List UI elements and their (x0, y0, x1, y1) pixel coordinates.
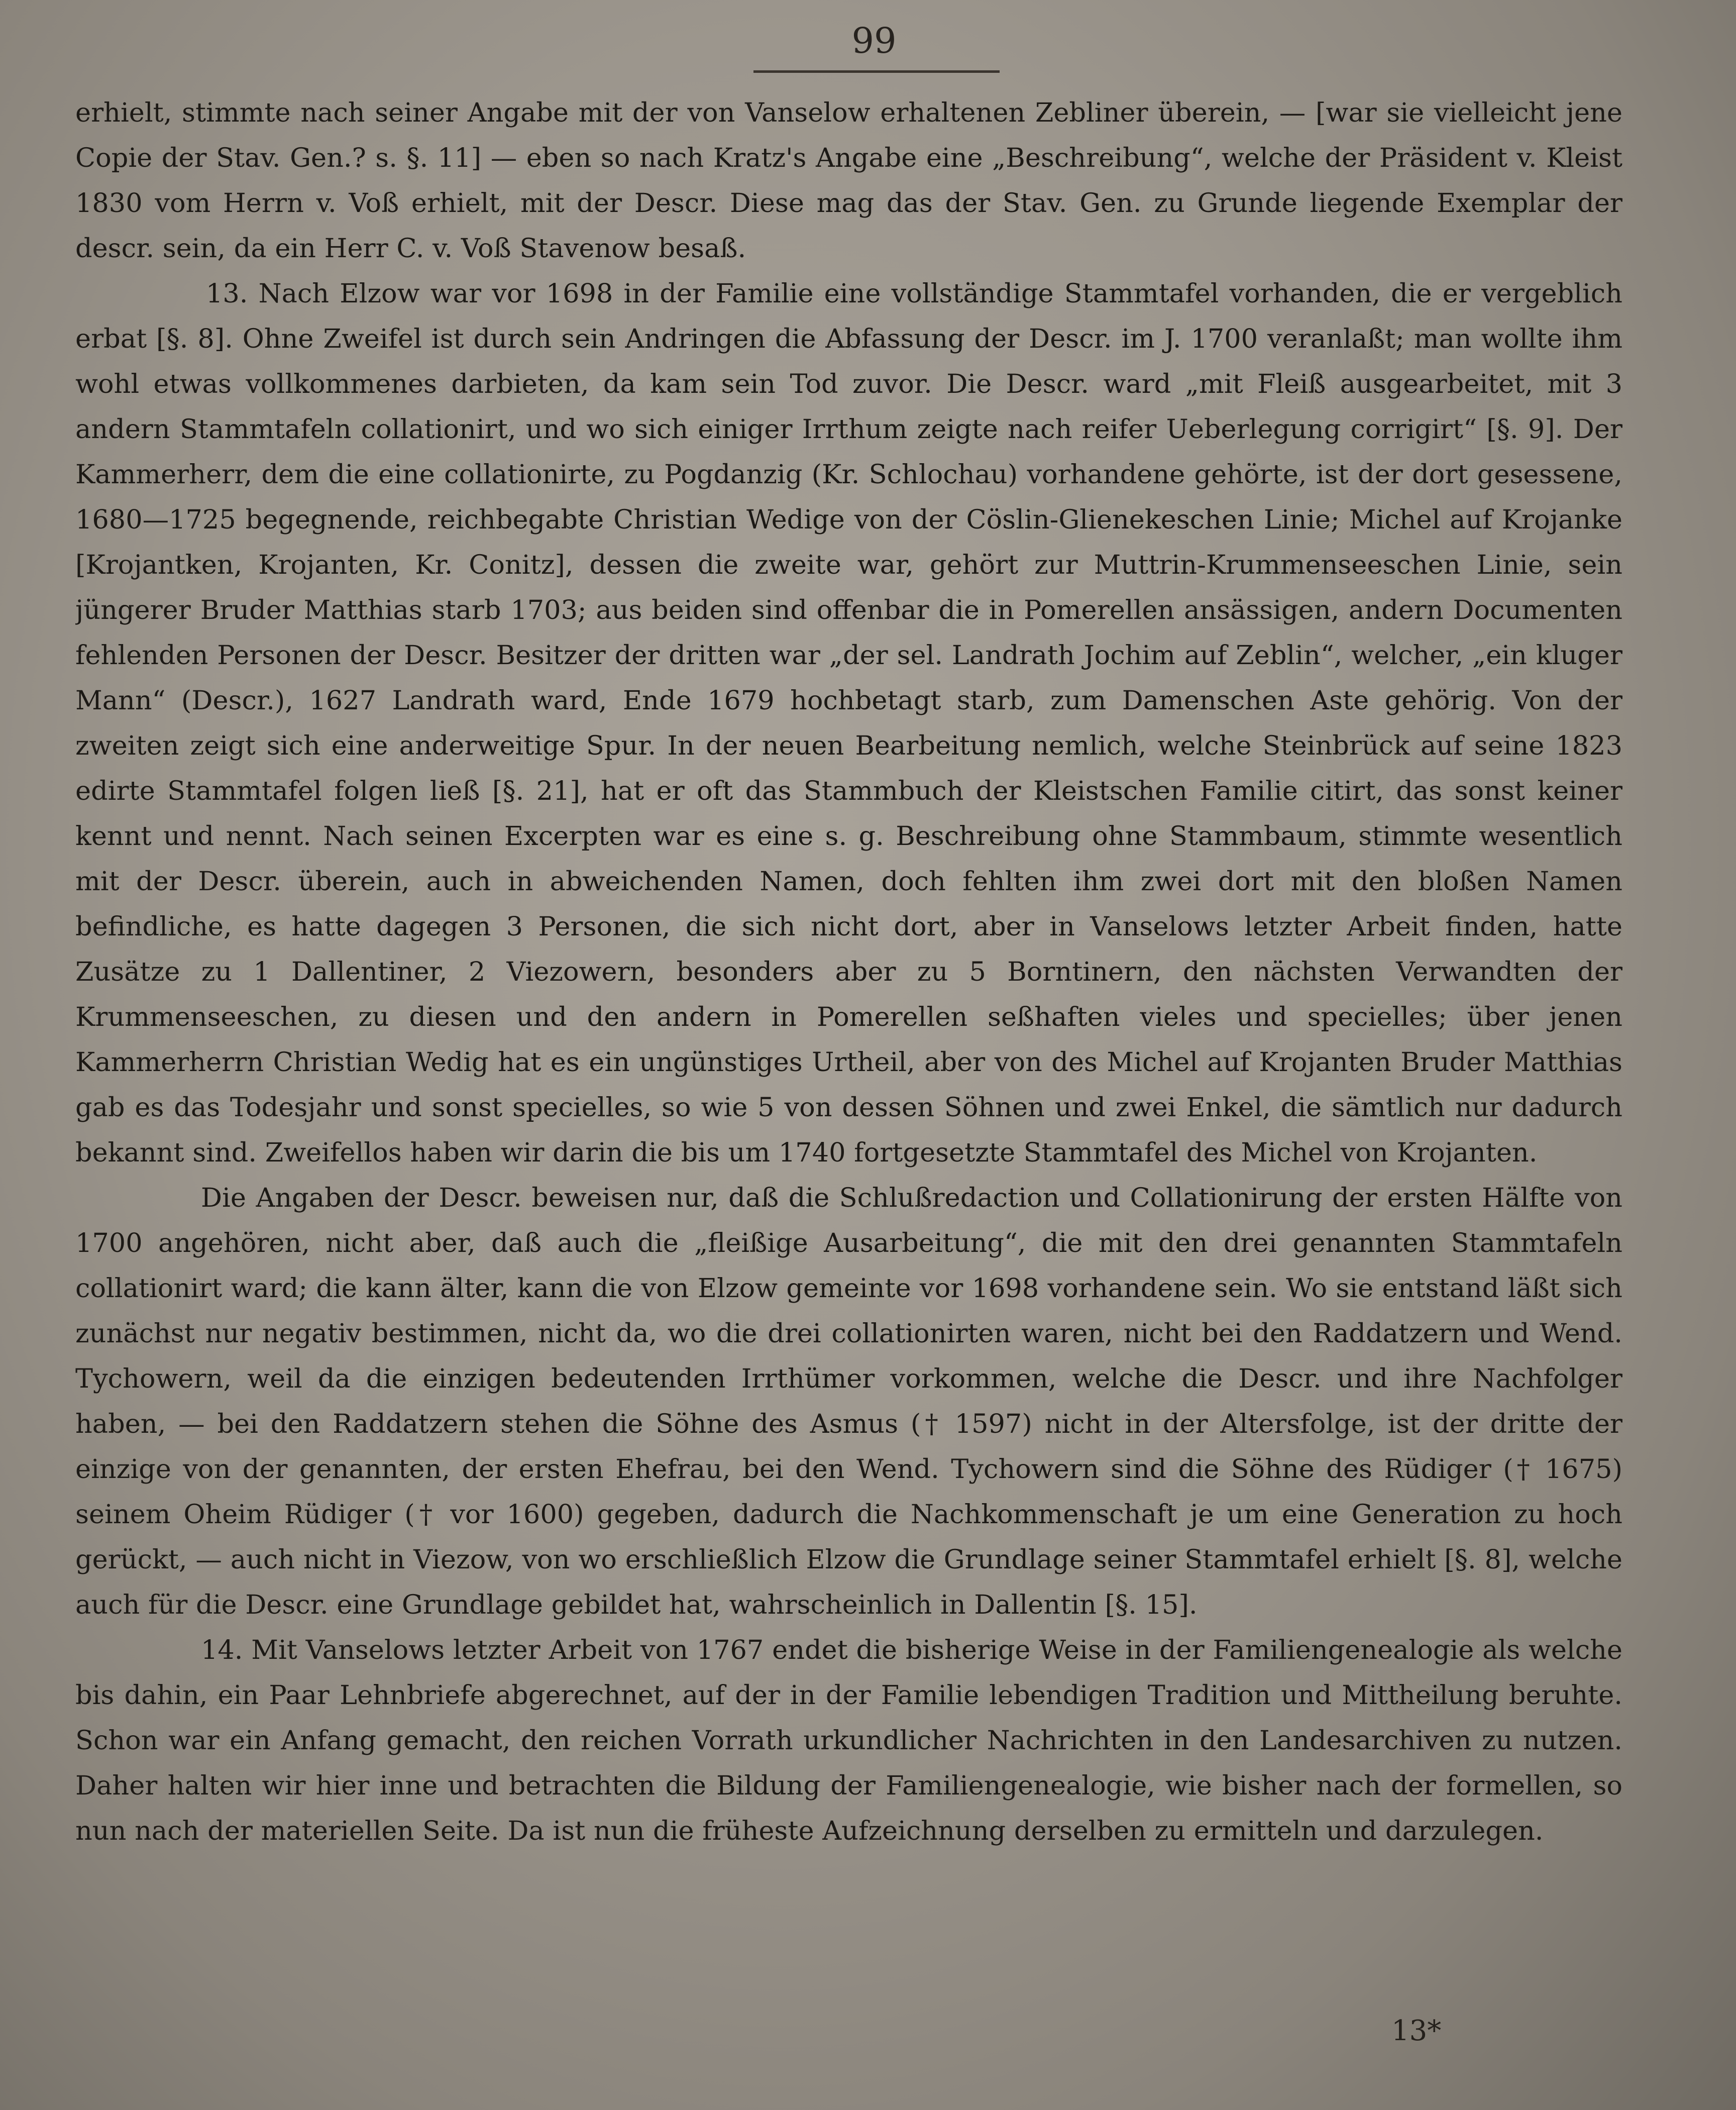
header-rule (753, 70, 1000, 73)
paragraph-descr-analysis: Die Angaben der Descr. beweisen nur, daß die Schlußredaction und Collationirung der ersten Hälfte von 1700 angehören, nicht aber, daß auch die „fleißige Ausarbeitung“, die mit den drei genannten Stammtafeln collationirt ward; die kann älter, kann die von Elzow gemeinte vor 1698 vorhandene sein. Wo sie entstand läßt sich zunächst nur negativ bestimmen, nicht da, wo die drei collationirten waren, nicht bei den Raddatzern und Wend. Tychowern, weil da die einzigen bedeutenden Irrthümer vorkommen, welche die Descr. und ihre Nachfolger haben, — bei den Raddatzern stehen die Söhne des Asmus († 1597) nicht in der Altersfolge, ist der dritte der einzige von der genannten, der ersten Ehefrau, bei den Wend. Tychowern sind die Söhne des Rüdiger († 1675) seinem Oheim Rüdiger († vor 1600) gegeben, dadurch die Nachkommenschaft je um eine Generation zu hoch gerückt, — auch nicht in Viezow, von wo erschließlich Elzow die Grundlage seiner Stammtafel erhielt [§. 8], welche auch für die Descr. eine Grundlage gebildet hat, wahrscheinlich in Dallentin [§. 15]. (75, 1183, 1622, 1620)
paragraph-section-14: 14. Mit Vanselows letzter Arbeit von 1767 endet die bisherige Weise in der Familiengenealogie als welche bis dahin, ein Paar Lehnbriefe abgerechnet, auf der in der Familie lebendigen Tradition und Mittheilung beruhte. Schon war ein Anfang gemacht, den reichen Vorrath urkundlicher Nachrichten in den Landesarchiven zu nutzen. Daher halten wir hier inne und betrachten die Bildung der Familiengenealogie, wie bisher nach der formellen, so nun nach der materiellen Seite. Da ist nun die früheste Aufzeichnung derselben zu ermitteln und darzulegen. (75, 1635, 1622, 1846)
paragraph-continuation: erhielt, stimmte nach seiner Angabe mit der von Vanselow erhaltenen Zebliner überein, — [war sie vielleicht jene Copie der Stav. Gen.? s. §. 11] — eben so nach Kratz's Angabe eine „Beschreibung“, welche der Präsident v. Kleist 1830 vom Herrn v. Voß erhielt, mit der Descr. Diese mag das der Stav. Gen. zu Grunde liegende Exemplar der descr. sein, da ein Herr C. v. Voß Stavenow besaß. (75, 97, 1622, 264)
page-number: 99 (851, 20, 897, 61)
paragraph-section-13: 13. Nach Elzow war vor 1698 in der Familie eine vollständige Stammtafel vorhanden, die er vergeblich erbat [§. 8]. Ohne Zweifel ist durch sein Andringen die Abfassung der Descr. im J. 1700 veranlaßt; man wollte ihm wohl etwas vollkommenes darbieten, da kam sein Tod zuvor. Die Descr. ward „mit Fleiß ausgearbeitet, mit 3 andern Stammtafeln collationirt, und wo sich einiger Irrthum zeigte nach reifer Ueberlegung corrigirt“ [§. 9]. Der Kammerherr, dem die eine collationirte, zu Pogdanzig (Kr. Schlochau) vorhandene gehörte, ist der dort gesessene, 1680—1725 begegnende, reichbegabte Christian Wedige von der Cöslin-Glienekeschen Linie; Michel auf Krojanke [Krojantken, Krojanten, Kr. Conitz], dessen die zweite war, gehört zur Muttrin-Krummenseeschen Linie, sein jüngerer Bruder Matthias starb 1703; aus beiden sind offenbar die in Pomerellen ansässigen, andern Documenten fehlenden Personen der Descr. Besitzer der dritten war „der sel. Landrath Jochim auf Zeblin“, welcher, „ein kluger Mann“ (Descr.), 1627 Landrath ward, Ende 1679 hochbetagt starb, zum Damenschen Aste gehörig. Von der zweiten zeigt sich eine anderweitige Spur. In der neuen Bearbeitung nemlich, welche Steinbrück auf seine 1823 edirte Stammtafel folgen ließ [§. 21], hat er oft das Stammbuch der Kleistschen Familie citirt, das sonst keiner kennt und nennt. Nach seinen Excerpten war es eine s. g. Beschreibung ohne Stammbaum, stimmte wesentlich mit der Descr. überein, auch in abweichenden Namen, doch fehlten ihm zwei dort mit den bloßen Namen befindliche, es hatte dagegen 3 Personen, die sich nicht dort, aber in Vanselows letzter Arbeit finden, hatte Zusätze zu 1 Dallentiner, 2 Viezowern, besonders aber zu 5 Borntinern, den nächsten Verwandten der Krummenseeschen, zu diesen und den andern in Pomerellen seßhaften vieles und specielles; über jenen Kammerherrn Christian Wedig hat es ein ungünstiges Urtheil, aber von des Michel auf Krojanten Bruder Matthias gab es das Todesjahr und sonst specielles, so wie 5 von dessen Söhnen und zwei Enkel, die sämtlich nur dadurch bekannt sind. Zweifellos haben wir darin die bis um 1740 fortgesetzte Stammtafel des Michel von Krojanten. (75, 278, 1622, 1168)
body-text (75, 90, 1622, 1989)
signature-mark: 13* (1391, 2015, 1442, 2047)
